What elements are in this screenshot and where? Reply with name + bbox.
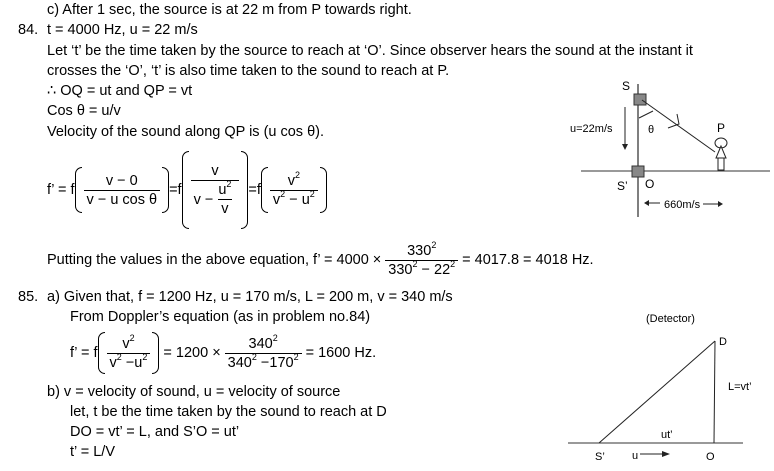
denominator: v [218,199,231,217]
p85-b-line3: DO = vt’ = L, and S’O = ut’ [70,424,240,440]
denominator: 340 [227,354,252,371]
label-O: O [706,451,715,463]
denominator: −u [121,354,143,371]
p84-line5: Velocity of the sound along QP is (u cos θ). [47,124,325,140]
label-S-prime: S’ [617,179,628,193]
figure-source-observer [540,70,774,250]
p85-a-given: a) Given that, f = 1200 Hz, u = 170 m/s, L = 200 m, v = 340 m/s [47,289,453,305]
exponent: 2 [272,332,278,343]
label-distance: 660m/s [664,199,701,211]
exponent: 2 [116,351,122,362]
formula-85 [70,330,376,376]
denominator: v [109,354,117,371]
p84-put-text: Putting the values in the above equation, f’ = 4000 × [47,252,382,268]
numerator: 330 [407,242,432,259]
source-box [634,94,646,105]
arrow-head [644,200,649,206]
label-P: P [717,121,726,135]
label-theta: θ [648,124,655,136]
arrow-head [662,451,670,457]
f-symbol: f [256,182,261,198]
observer-body [716,146,726,158]
label-velocity: u=22m/s [570,123,613,135]
exponent: 2 [293,351,299,362]
f-symbol: f [93,345,98,361]
multiplier: = 1200 × [163,345,221,361]
source-box-final [632,166,644,177]
exponent: 2 [280,188,286,199]
p85-b-line1: b) v = velocity of sound, u = velocity of source [47,384,341,400]
label-L: L=vt’ [728,381,752,393]
exponent: 2 [142,351,148,362]
p84-result [47,238,594,282]
formula-84 [47,150,327,230]
equals: = [169,182,178,198]
observer-legs [718,158,724,170]
p84-line1: Let ‘t’ be the time taken by the source to reach at ‘O’. Since observer hears the sound at the instant it [47,43,693,59]
problem-84-number: 84. [18,22,39,38]
p84-answer: = 4017.8 = 4018 Hz. [462,252,594,268]
arrow-head [718,201,723,207]
p84-line3: ∴ OQ = ut and QP = vt [47,83,193,99]
formula-lhs: f’ = [47,182,67,198]
p84-line2: crosses the ‘O’, ‘t’ is also time taken to the sound to reach at P. [47,63,450,79]
label-ut: ut’ [661,429,673,441]
arrow-head [668,114,679,128]
exponent: 2 [412,258,418,269]
denominator: 330 [388,261,413,278]
exponent: 2 [294,169,300,180]
f-symbol: f [70,182,75,198]
numerator: v [122,335,130,352]
part-c-text: c) After 1 sec, the source is at 22 m from P towards right. [47,2,412,18]
p84-given: t = 4000 Hz, u = 22 m/s [47,22,198,38]
numerator: u [218,182,227,198]
exponent: 2 [309,188,315,199]
denominator: v − u cos θ [84,190,161,208]
label-D: D [719,336,727,348]
vertical-side [714,341,715,443]
exponent: 2 [450,258,456,269]
f-symbol: f [177,182,182,198]
numerator: 340 [248,335,273,352]
p85-a-line2: From Doppler’s equation (as in problem no.84) [70,309,371,325]
label-S: S [622,79,631,93]
exponent: 2 [431,239,437,250]
label-u: u [632,450,639,462]
denominator: −170 [256,354,294,371]
exponent: 2 [129,332,135,343]
denominator-part: v − [193,191,214,208]
label-O: O [645,177,655,191]
p85-b-line4: t’ = L/V [70,444,116,460]
denominator: v [272,191,281,208]
p84-line4: Cos θ = u/v [47,103,121,119]
figure-detector [540,300,774,471]
numerator: v [287,172,295,189]
problem-85-number: 85. [18,289,39,305]
exponent: 2 [251,351,257,362]
angle-arc [639,111,653,118]
numerator: v − 0 [105,172,138,189]
equals: = [248,182,257,198]
hypotenuse [599,341,715,443]
exponent: 2 [226,179,232,189]
label-detector: (Detector) [646,313,695,325]
label-S-prime: S’ [595,451,605,463]
numerator: v [211,163,219,179]
p85-b-line2: let, t be the time taken by the sound to reach at D [70,404,387,420]
denominator: − 22 [417,261,451,278]
p85-answer: = 1600 Hz. [305,345,377,361]
denominator: − u [285,191,310,208]
formula-lhs: f’ = [70,345,90,361]
arrow-head [622,144,628,150]
